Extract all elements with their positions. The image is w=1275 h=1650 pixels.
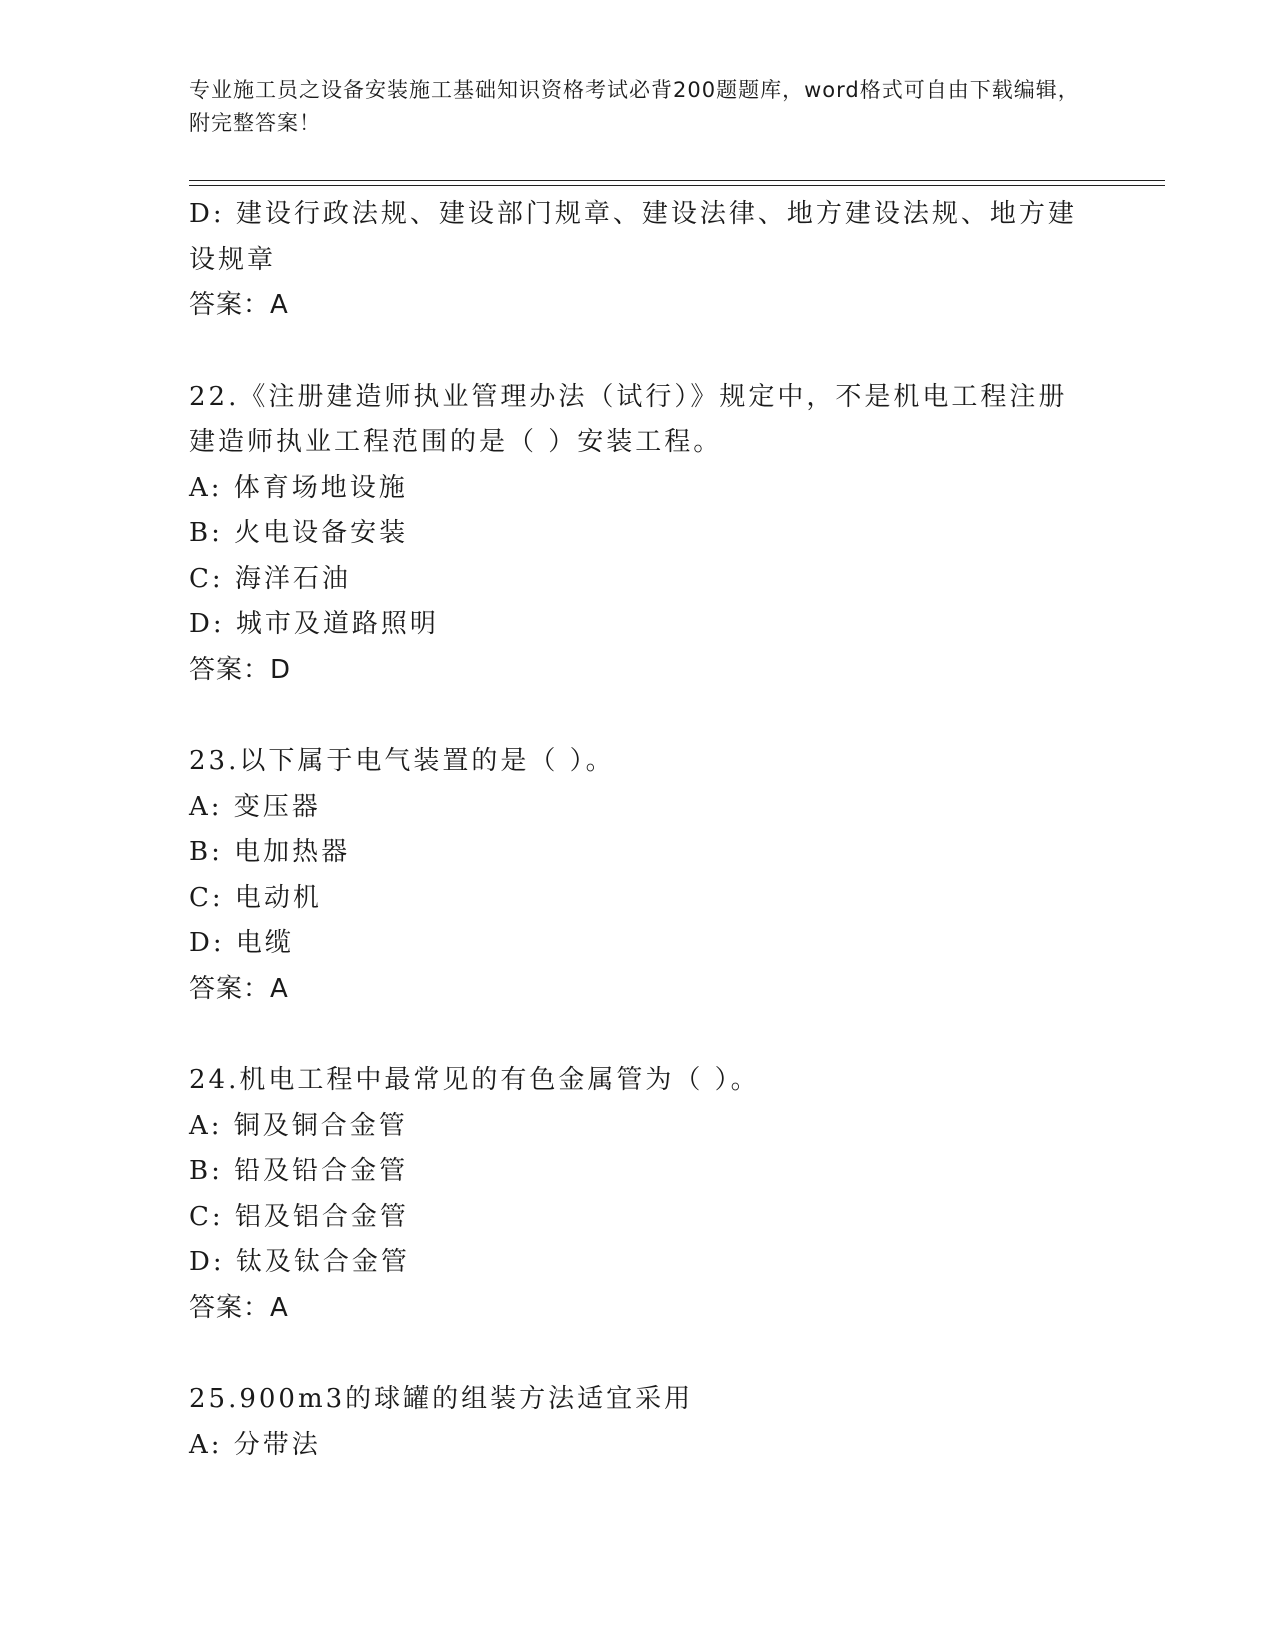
answer-line: 答案：D [189,654,292,685]
option-d: D: 电缆 [189,928,294,958]
option-a: A: 铜及铜合金管 [189,1110,408,1141]
header-divider [189,180,1165,186]
option-c: C: 海洋石油 [189,563,351,594]
question-stem: 23.以下属于电气装置的是（ ）。 [189,746,615,776]
question-23 [189,739,1089,1012]
question-25 [189,1377,1089,1468]
option-c: C: 铝及铝合金管 [189,1201,409,1232]
question-21-tail [189,192,1089,329]
answer-line: 答案：A [189,1292,289,1323]
question-24 [189,1058,1089,1331]
question-stem: 25.900m3的球罐的组装方法适宜采用 [189,1384,694,1414]
option-a: A: 分带法 [189,1429,321,1460]
option-d: D: 建设行政法规、建设部门规章、建设法律、地方建设法规、地方建设规章 [189,199,1077,275]
option-d: D: 城市及道路照明 [189,609,439,639]
option-d: D: 钛及钛合金管 [189,1247,410,1277]
question-list [189,192,1089,1468]
question-stem: 24.机电工程中最常见的有色金属管为（ ）。 [189,1065,760,1095]
question-22 [189,375,1089,694]
option-b: B: 电加热器 [189,837,351,867]
answer-line: 答案：A [189,290,289,320]
question-stem: 22.《注册建造师执业管理办法（试行）》规定中，不是机电工程注册建造师执业工程范围的是（ ）安装工程。 [189,381,1068,457]
option-b: B: 铅及铅合金管 [189,1156,409,1186]
answer-line: 答案：A [189,973,289,1004]
option-c: C: 电动机 [189,882,322,913]
page-header: 专业施工员之设备安装施工基础知识资格考试必背200题题库，word格式可自由下载编辑，附完整答案！ [189,78,1080,135]
option-a: A: 体育场地设施 [189,472,408,503]
option-a: A: 变压器 [189,791,321,822]
option-b: B: 火电设备安装 [189,518,409,548]
